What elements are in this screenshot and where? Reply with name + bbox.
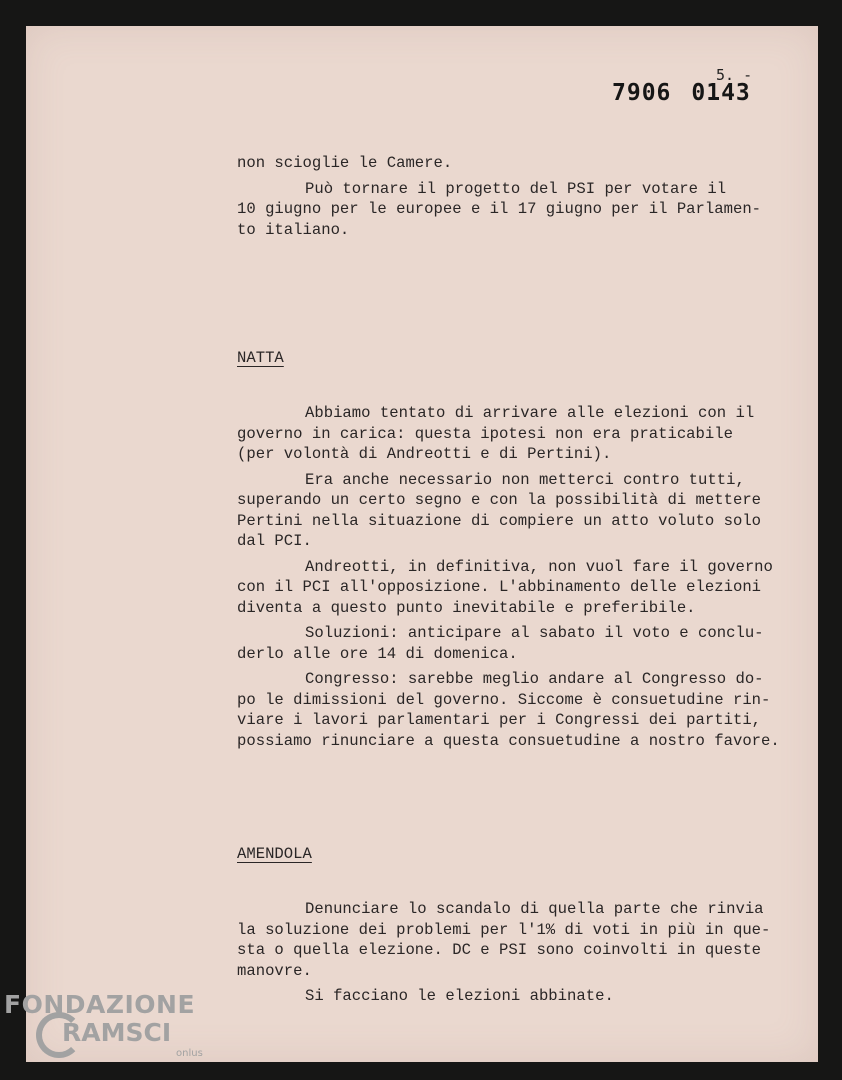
text-line: superando un certo segno e con la possibilità di mettere bbox=[237, 491, 762, 509]
text-line: (per volontà di Andreotti e di Pertini). bbox=[237, 445, 612, 463]
text-line: governo in carica: questa ipotesi non era praticabile bbox=[237, 424, 733, 443]
text-line: 10 giugno per le europee e il 17 giugno per il Parlamen- bbox=[237, 200, 762, 218]
watermark-line2: RAMSCI bbox=[62, 1018, 172, 1047]
text-line: non scioglie le Camere. bbox=[237, 154, 453, 172]
text-line: Pertini nella situazione di compiere un atto voluto solo bbox=[237, 511, 762, 530]
text-line: possiamo rinunciare a questa consuetudine a nostro favore. bbox=[237, 731, 780, 750]
document-number bbox=[612, 80, 751, 106]
text-line: viare i lavori parlamentari per i Congressi dei partiti, bbox=[237, 711, 762, 729]
speaker-heading-natta: NATTA bbox=[237, 349, 284, 367]
text-line: Era anche necessario non metterci contro tutti, bbox=[305, 470, 745, 489]
text-line: Congresso: sarebbe meglio andare al Congresso do- bbox=[305, 670, 764, 688]
text-line: diventa a questo punto inevitabile e preferibile. bbox=[237, 598, 696, 617]
text-line: to italiano. bbox=[237, 220, 350, 239]
text-line: Si facciano le elezioni abbinate. bbox=[305, 987, 614, 1005]
natta-paragraphs bbox=[237, 403, 807, 751]
text-line: Può tornare il progetto del PSI per votare il bbox=[305, 179, 727, 198]
doc-series: 7906 bbox=[612, 80, 672, 106]
page-mark: 5. - bbox=[716, 66, 753, 84]
amendola-paragraphs bbox=[237, 899, 807, 1007]
text-line: Denunciare lo scandalo di quella parte che rinvia bbox=[305, 900, 764, 918]
text-line: la soluzione dei problemi per l'1% di voti in più in que- bbox=[237, 920, 771, 939]
speaker-heading-amendola: AMENDOLA bbox=[237, 845, 312, 863]
text-line: Abbiamo tentato di arrivare alle elezioni con il bbox=[305, 404, 755, 422]
text-line: Andreotti, in definitiva, non vuol fare il governo bbox=[305, 557, 773, 576]
watermark-line1: FONDAZIONE bbox=[4, 990, 196, 1019]
text-line: manovre. bbox=[237, 961, 312, 980]
text-line: dal PCI. bbox=[237, 532, 312, 550]
text-line: Soluzioni: anticipare al sabato il voto e conclu- bbox=[305, 624, 764, 642]
text-line: po le dimissioni del governo. Siccome è consuetudine rin- bbox=[237, 690, 771, 709]
fondazione-gramsci-watermark bbox=[4, 990, 203, 1059]
text-line: sta o quella elezione. DC e PSI sono coinvolti in queste bbox=[237, 941, 762, 959]
doc-sheet-number: 0143 bbox=[691, 80, 751, 106]
watermark-suffix: onlus bbox=[176, 1048, 203, 1059]
text-line: derlo alle ore 14 di domenica. bbox=[237, 644, 518, 663]
intro-paragraphs bbox=[237, 153, 807, 240]
text-line: con il PCI all'opposizione. L'abbinamento delle elezioni bbox=[237, 578, 762, 596]
